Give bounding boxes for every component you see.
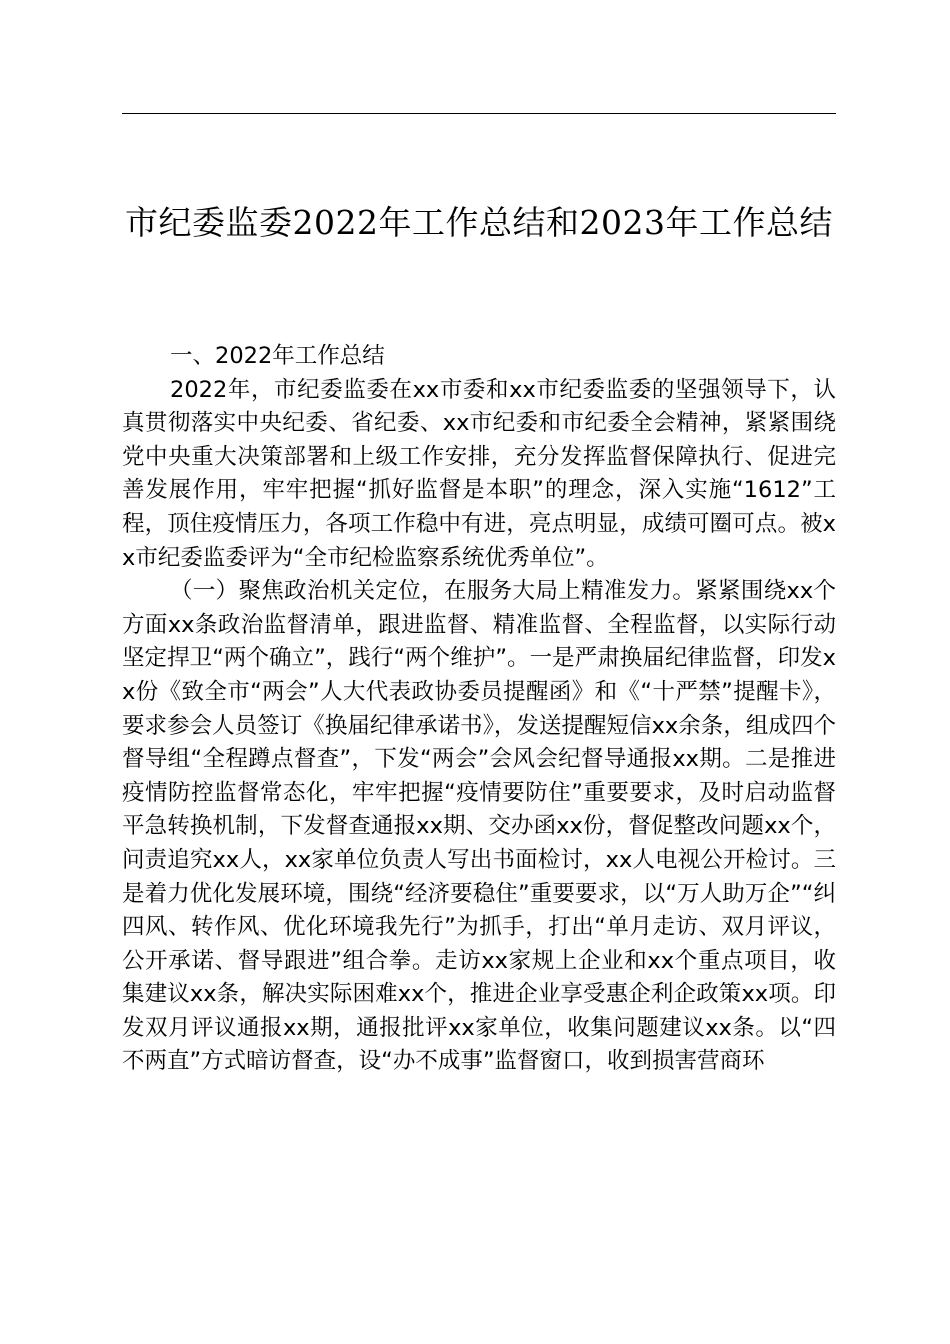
document-title: 市纪委监委2022年工作总结和2023年工作总结 [125,203,833,243]
document-body [122,340,836,1079]
paragraph-intro: 2022年，市纪委监委在xx市委和xx市纪委监委的坚强领导下，认真贯彻落实中央纪委、省纪委、xx市纪委和市纪委全会精神，紧紧围绕党中央重大决策部署和上级工作安排，充分发挥监督保障执行、促进完善发展作用，牢牢把握“抓好监督是本职”的理念，深入实施“1612”工程，顶住疫情压力，各项工作稳中有进，亮点明显，成绩可圈可点。被xx市纪委监委评为“全市纪检监察系统优秀单位”。 [122,376,836,571]
section-heading: 一、2022年工作总结 [170,343,385,369]
paragraph-political-supervision: （一）聚焦政治机关定位，在服务大局上精准发力。紧紧围绕xx个方面xx条政治监督清单，跟进监督、精准监督、全程监督，以实际行动坚定捍卫“两个确立”，践行“两个维护”。一是严肃换届纪律监督，印发xx份《致全市“两会”人大代表政协委员提醒函》和《“十严禁”提醒卡》，要求参会人员签订《换届纪律承诺书》，发送提醒短信xx余条，组成四个督导组“全程蹲点督查”，下发“两会”会风会纪督导通报xx期。二是推进疫情防控监督常态化，牢牢把握“疫情要防住”重要要求，及时启动监督平急转换机制，下发督查通报xx期、交办函xx份，督促整改问题xx个，问责追究xx人，xx家单位负责人写出书面检讨，xx人电视公开检讨。三是着力优化发展环境，围绕“经济要稳住”重要要求，以“万人助万企”“纠四风、转作风、优化环境我先行”为抓手，打出“单月走访、双月评议，公开承诺、督导跟进”组合拳。走访xx家规上企业和xx个重点项目，收集建议xx条，解决实际困难xx个，推进企业享受惠企利企政策xx项。印发双月评议通报xx期，通报批评xx家单位，收集问题建议xx条。以“四不两直”方式暗访督查，设“办不成事”监督窗口，收到损害营商环 [122,578,836,1075]
header-rule [122,113,836,114]
